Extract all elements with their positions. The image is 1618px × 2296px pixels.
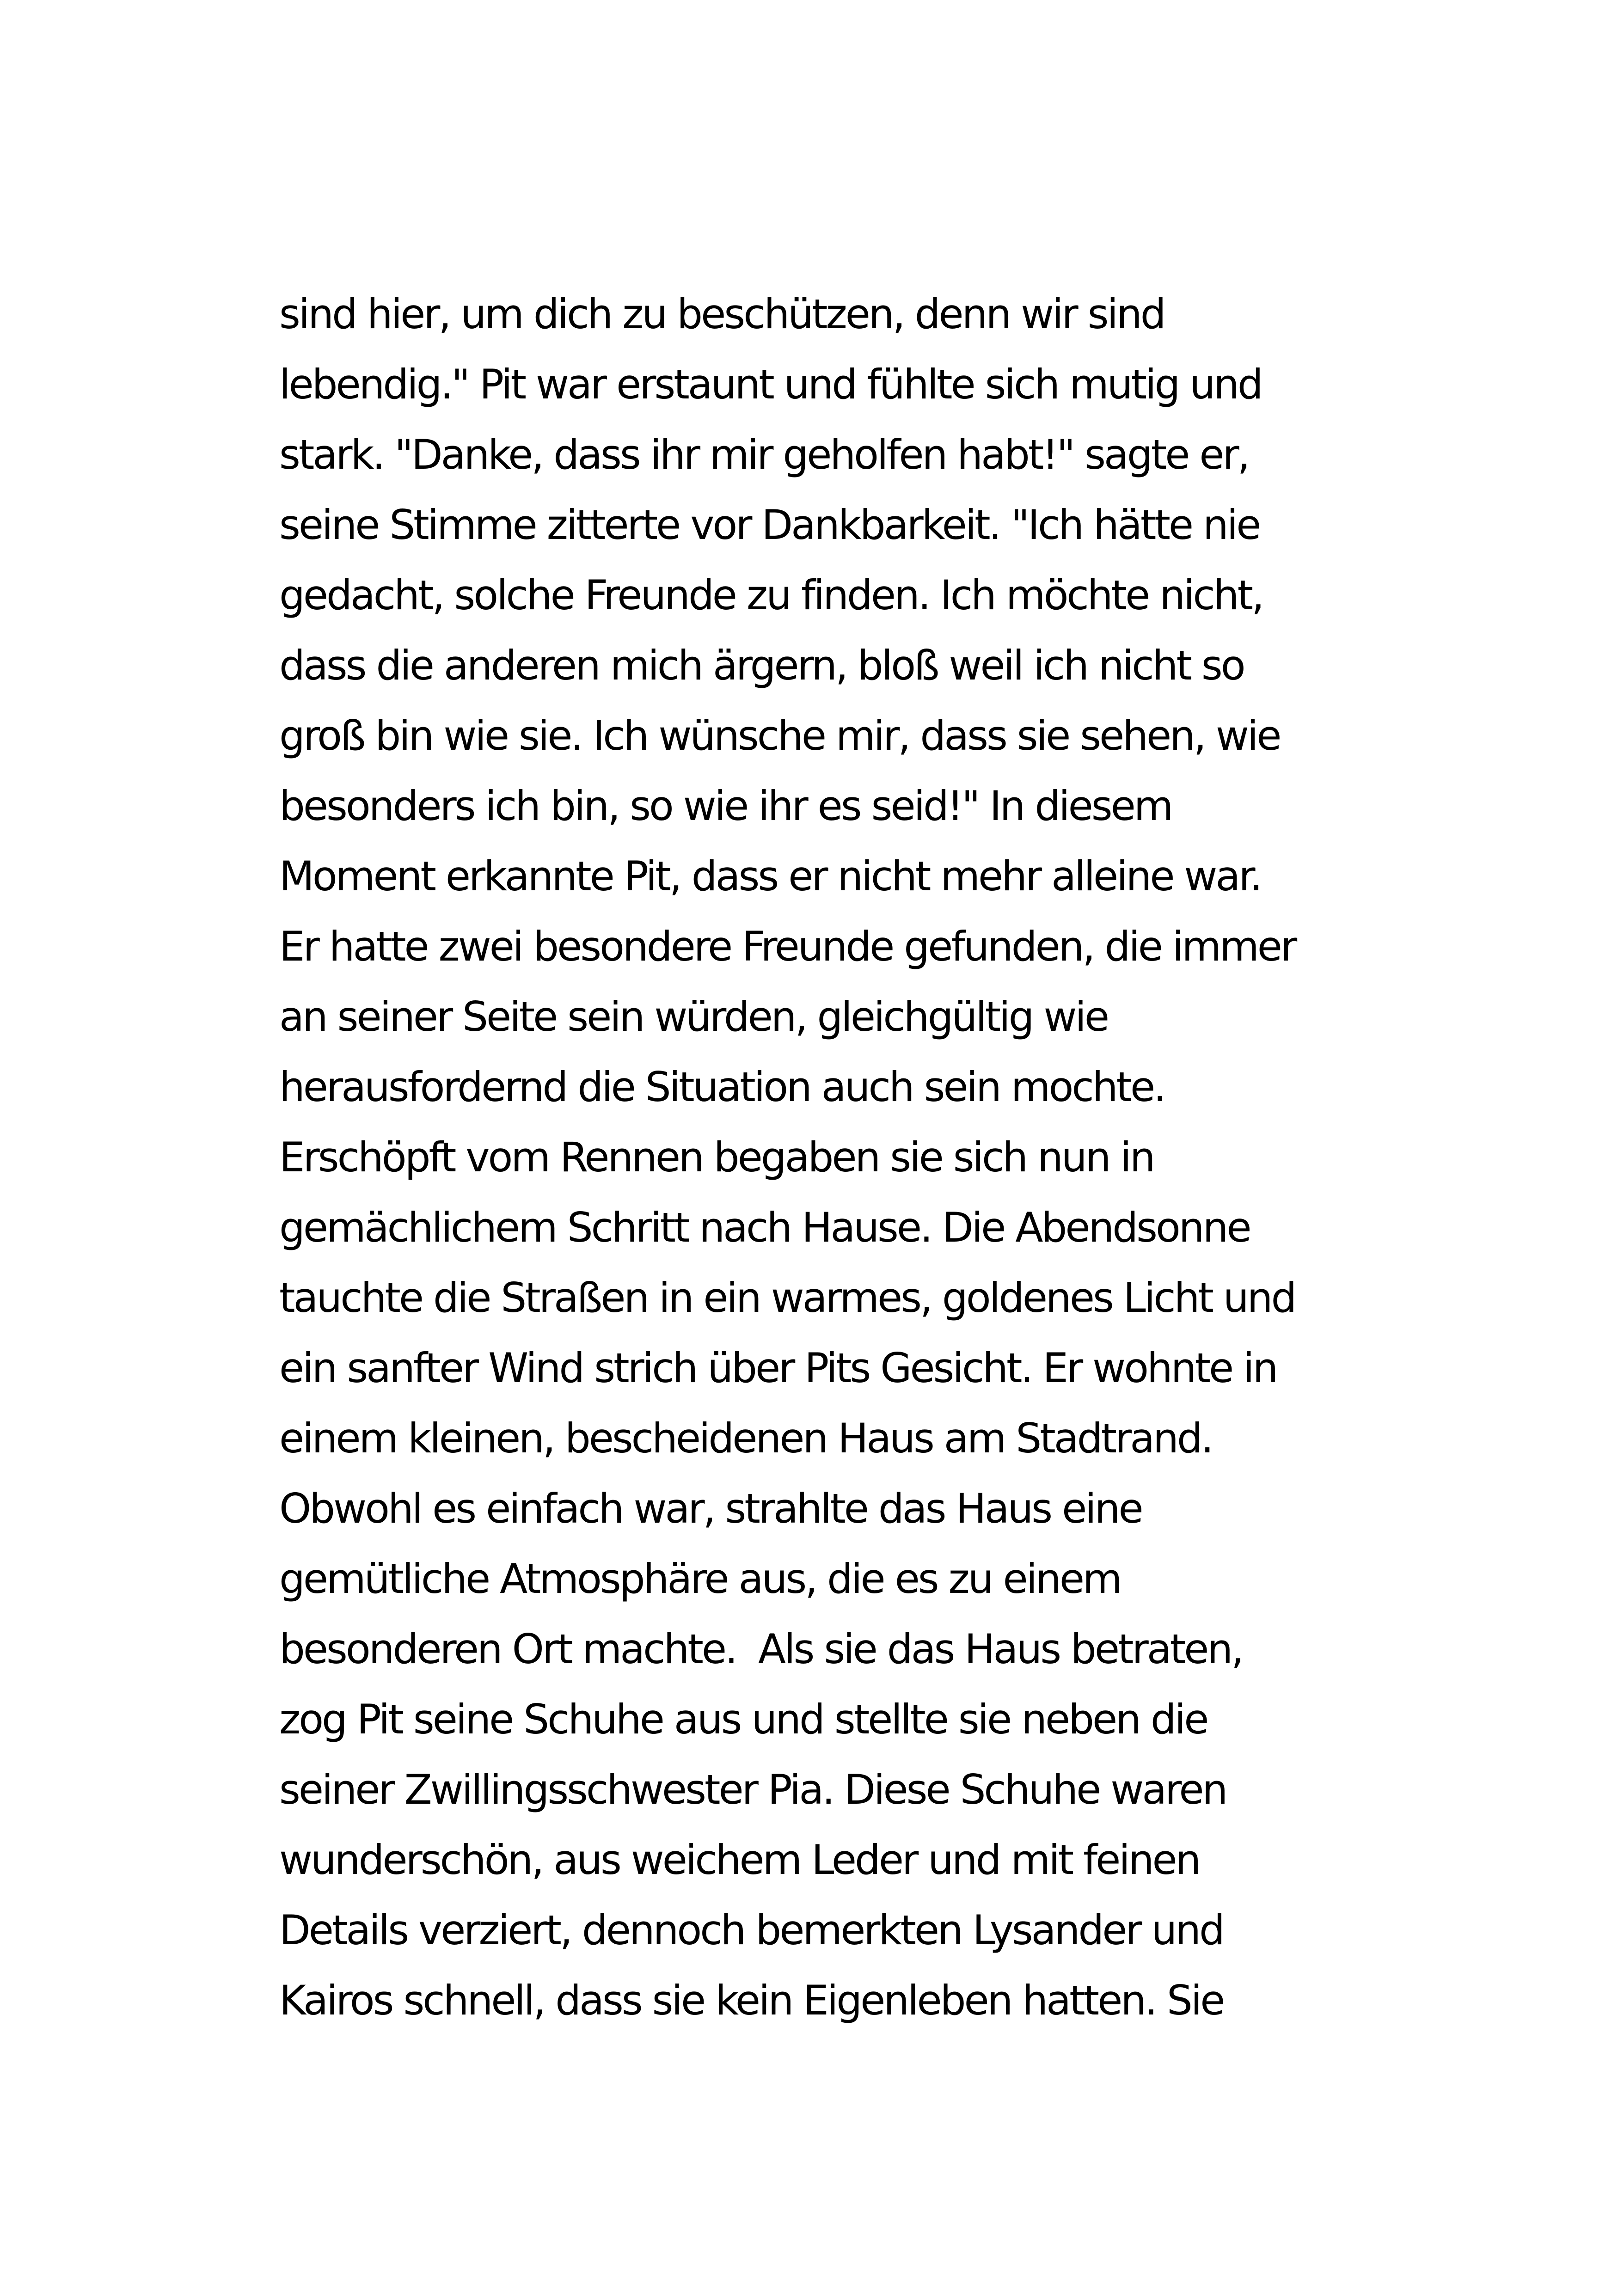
text-line: an seiner Seite sein würden, gleichgültig wie (279, 993, 1108, 1041)
text-line: zog Pit seine Schuhe aus und stellte sie neben die (279, 1696, 1207, 1743)
text-line: besonderen Ort machte. Als sie das Haus betraten, (279, 1625, 1243, 1673)
text-line: lebendig." Pit war erstaunt und fühlte sich mutig und (279, 361, 1262, 408)
text-line: herausfordernd die Situation auch sein mochte. (279, 1063, 1165, 1111)
text-line: wunderschön, aus weichem Leder und mit feinen (279, 1836, 1200, 1884)
text-line: tauchte die Straßen in ein warmes, goldenes Licht und (279, 1274, 1295, 1322)
text-line: einem kleinen, bescheidenen Haus am Stadtrand. (279, 1414, 1212, 1462)
text-line: Obwohl es einfach war, strahlte das Haus eine (279, 1485, 1142, 1532)
text-line: Details verziert, dennoch bemerkten Lysander und (279, 1906, 1223, 1954)
text-line: stark. "Danke, dass ihr mir geholfen habt!" sagte er, (279, 431, 1249, 478)
text-line: ein sanfter Wind strich über Pits Gesicht. Er wohnte in (279, 1344, 1277, 1392)
text-line: Moment erkannte Pit, dass er nicht mehr alleine war. (279, 852, 1261, 900)
text-line: sind hier, um dich zu beschützen, denn wir sind (279, 290, 1164, 338)
body-text (279, 279, 1389, 2036)
text-line: Er hatte zwei besondere Freunde gefunden, die immer (279, 923, 1296, 970)
text-line: gemütliche Atmosphäre aus, die es zu einem (279, 1555, 1121, 1603)
text-line: dass die anderen mich ärgern, bloß weil ich nicht so (279, 642, 1244, 689)
text-line: seine Stimme zitterte vor Dankbarkeit. "Ich hätte nie (279, 501, 1260, 549)
text-line: Kairos schnell, dass sie kein Eigenleben hatten. Sie (279, 1977, 1224, 2024)
text-line: groß bin wie sie. Ich wünsche mir, dass sie sehen, wie (279, 712, 1280, 759)
text-line: gemächlichem Schritt nach Hause. Die Abendsonne (279, 1204, 1250, 1251)
text-line: seiner Zwillingsschwester Pia. Diese Schuhe waren (279, 1766, 1226, 1813)
text-line: besonders ich bin, so wie ihr es seid!" In diesem (279, 782, 1172, 830)
text-line: gedacht, solche Freunde zu finden. Ich möchte nicht, (279, 571, 1263, 619)
text-line: Erschöpft vom Rennen begaben sie sich nun in (279, 1133, 1154, 1181)
